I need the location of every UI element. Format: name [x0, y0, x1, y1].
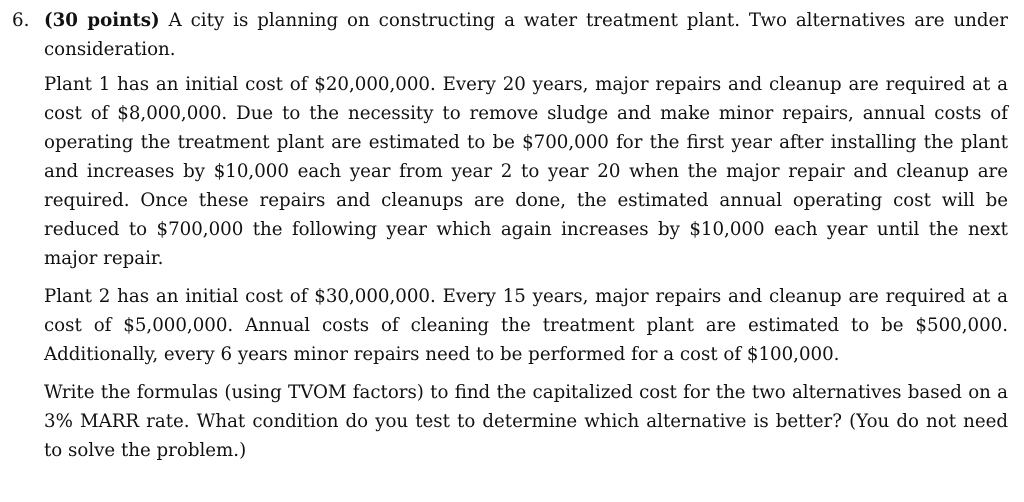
problem-intro: A city is planning on constructing a water treatment plant. Two alternatives are under consideration.	[44, 10, 1008, 60]
paragraph-plant-1: Plant 1 has an initial cost of $20,000,000. Every 20 years, major repairs and cleanup are required at a cost of $8,000,000. Due to the necessity to remove sludge and make minor repairs, annual costs of operating the treatment plant are estimated to be $700,000 for the first year after installing the plant and increases by $10,000 each year from year 2 to year 20 when the major repair and cleanup are required. Once these repairs and cleanups are done, the estimated annual operating cost will be reduced to $700,000 the following year which again increases by $10,000 each year until the next major repair.	[44, 74, 1008, 269]
problem-header	[12, 6, 1008, 64]
paragraph-plant-2: Plant 2 has an initial cost of $30,000,000. Every 15 years, major repairs and cleanup are required at a cost of $5,000,000. Annual costs of cleaning the treatment plant are estimated to be $500,000. Additionally, every 6 years minor repairs need to be performed for a cost of $100,000.	[44, 286, 1008, 365]
problem-intro-line	[44, 6, 1008, 64]
problem-number: 6.	[12, 10, 30, 31]
problem-points: (30 points)	[44, 10, 160, 31]
paragraph-question: Write the formulas (using TVOM factors) to find the capitalized cost for the two alternatives based on a 3% MARR rate. What condition do you test to determine which alternative is better? (You do not need to solve the problem.)	[44, 382, 1008, 461]
